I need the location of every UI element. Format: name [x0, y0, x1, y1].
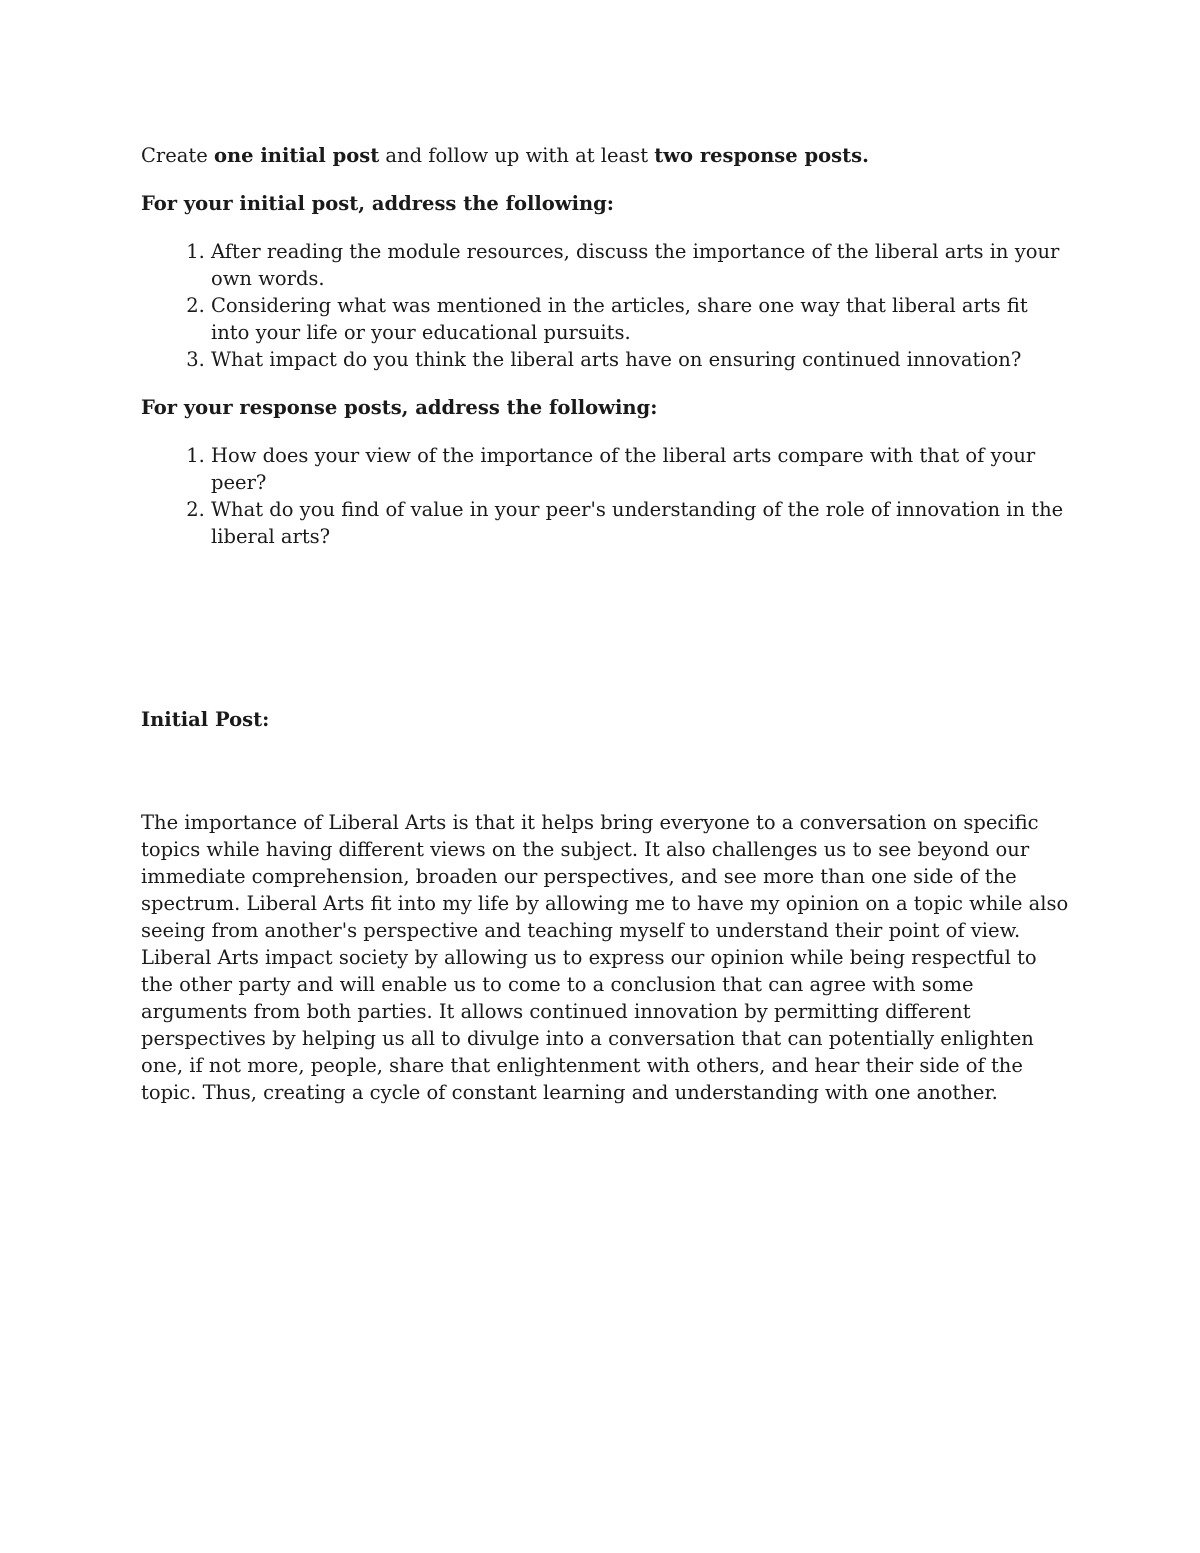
- intro-bold-2: two response posts.: [654, 144, 869, 167]
- initial-post-instructions-heading: For your initial post, address the following:: [141, 192, 614, 215]
- list-item: 1. How does your view of the importance of the liberal arts compare with that of your peer?: [211, 442, 1071, 496]
- intro-paragraph: [141, 142, 1071, 169]
- initial-post-heading: Initial Post:: [141, 708, 270, 731]
- intro-text-1: Create: [141, 144, 214, 167]
- list-item: 1. After reading the module resources, discuss the importance of the liberal arts in your own words.: [211, 238, 1071, 292]
- response-posts-instructions-heading: For your response posts, address the following:: [141, 396, 658, 419]
- intro-text-2: and follow up with at least: [379, 144, 655, 167]
- intro-bold-1: one initial post: [213, 144, 380, 167]
- list-item: 2. What do you find of value in your peer's understanding of the role of innovation in the liberal arts?: [211, 496, 1071, 550]
- initial-post-instructions-list: [141, 238, 1071, 373]
- list-item: 2. Considering what was mentioned in the articles, share one way that liberal arts fit into your life or your educational pursuits.: [211, 292, 1071, 346]
- response-posts-instructions-list: [141, 442, 1071, 550]
- list-item: 3. What impact do you think the liberal arts have on ensuring continued innovation?: [211, 346, 1071, 373]
- document-content: [141, 142, 1071, 1106]
- initial-post-body: The importance of Liberal Arts is that it helps bring everyone to a conversation on specific topics while having different views on the subject. It also challenges us to see beyond our immediate comprehension, broaden our perspectives, and see more than one side of the spectrum. Liberal Arts fit into my life by allowing me to have my opinion on a topic while also seeing from another's perspective and teaching myself to understand their point of view. Liberal Arts impact society by allowing us to express our opinion while being respectful to the other party and will enable us to come to a conclusion that can agree with some arguments from both parties. It allows continued innovation by permitting different perspectives by helping us all to divulge into a conversation that can potentially enlighten one, if not more, people, share that enlightenment with others, and hear their side of the topic. Thus, creating a cycle of constant learning and understanding with one another.: [141, 811, 1069, 1104]
